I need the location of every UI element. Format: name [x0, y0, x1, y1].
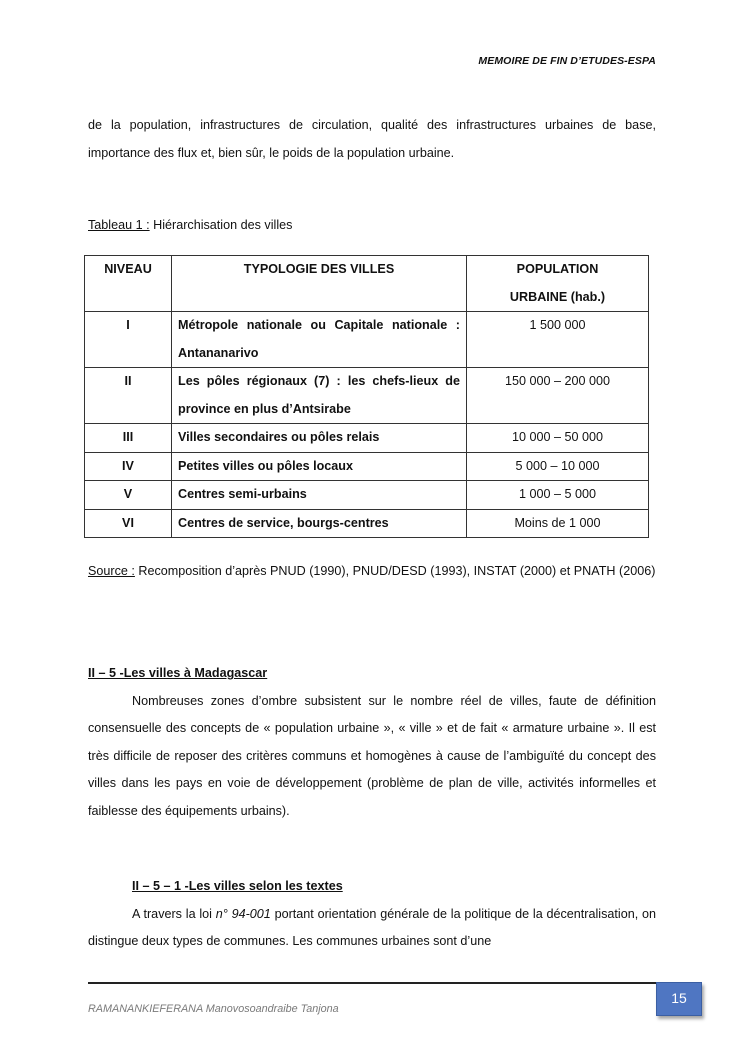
cell-population: 5 000 – 10 000 [467, 452, 649, 481]
cell-population: 1 000 – 5 000 [467, 481, 649, 510]
intro-paragraph [88, 112, 656, 167]
cell-typologie: Les pôles régionaux (7) : les chefs-lieux de province en plus d’Antsirabe [172, 368, 467, 424]
subsection-paragraph [88, 901, 656, 956]
subsection-text-before: A travers la loi [132, 906, 216, 921]
source-text: Recomposition d’après PNUD (1990), PNUD/DESD (1993), INSTAT (2000) et PNATH (2006) [134, 564, 656, 578]
cell-population: 10 000 – 50 000 [467, 424, 649, 453]
cell-typologie: Centres de service, bourgs-centres [172, 509, 467, 538]
table-row [85, 368, 649, 424]
page-number-badge: 15 [656, 982, 702, 1016]
law-reference: n° 94-001 [215, 906, 271, 921]
table-caption-text: Hiérarchisation des villes [149, 218, 293, 232]
footer-author: RAMANANKIEFERANA Manovosoandraibe Tanjona [88, 1003, 339, 1015]
subsection-text-after: portant orientation générale de la politique de la décentralisation, on distingue deux types de communes. Les communes urbaines sont d’une [88, 906, 656, 948]
table-row [85, 452, 649, 481]
cell-typologie: Métropole nationale ou Capitale nationale : Antananarivo [172, 312, 467, 368]
cell-niveau: II [85, 368, 172, 424]
table-row [85, 509, 649, 538]
running-header: MEMOIRE DE FIN D’ETUDES-ESPA [478, 55, 656, 67]
cell-typologie: Villes secondaires ou pôles relais [172, 424, 467, 453]
cell-population: 1 500 000 [467, 312, 649, 368]
cell-population: Moins de 1 000 [467, 509, 649, 538]
table-row [85, 424, 649, 453]
table-row [85, 312, 649, 368]
table-row [85, 481, 649, 510]
section-heading: II – 5 -Les villes à Madagascar [88, 666, 268, 680]
cell-typologie: Petites villes ou pôles locaux [172, 452, 467, 481]
hierarchy-table [84, 255, 649, 538]
intro-text: de la population, infrastructures de circulation, qualité des infrastructures urbaines de base, importance des flux et, bien sûr, le poids de la population urbaine. [88, 118, 656, 160]
subsection-heading: II – 5 – 1 -Les villes selon les textes [132, 879, 343, 893]
cell-typologie: Centres semi-urbains [172, 481, 467, 510]
cell-niveau: VI [85, 509, 172, 538]
footer-rule [88, 982, 674, 984]
section-madagascar [88, 660, 656, 825]
header-population: POPULATION URBAINE (hab.) [467, 256, 649, 312]
cell-population: 150 000 – 200 000 [467, 368, 649, 424]
section-textes [88, 873, 656, 956]
header-niveau: NIVEAU [85, 256, 172, 312]
cell-niveau: IV [85, 452, 172, 481]
header-typologie: TYPOLOGIE DES VILLES [172, 256, 467, 312]
cell-niveau: III [85, 424, 172, 453]
source-label: Source : [88, 564, 135, 578]
table-source [88, 558, 656, 586]
cell-niveau: I [85, 312, 172, 368]
table-caption-label: Tableau 1 : [88, 218, 150, 232]
cell-niveau: V [85, 481, 172, 510]
section-paragraph: Nombreuses zones d’ombre subsistent sur le nombre réel de villes, faute de définition consensuelle des concepts de « population urbaine », « ville » et de fait « armature urbaine ». Il est très difficile de reposer des critères communs et homogènes à cause de l’ambiguïté du concept des villes dans les pays en voie de développement (problème de plan de ville, activités informelles et faiblesse des équipements urbains). [88, 693, 656, 818]
table-header-row [85, 256, 649, 312]
table-caption [88, 212, 292, 240]
